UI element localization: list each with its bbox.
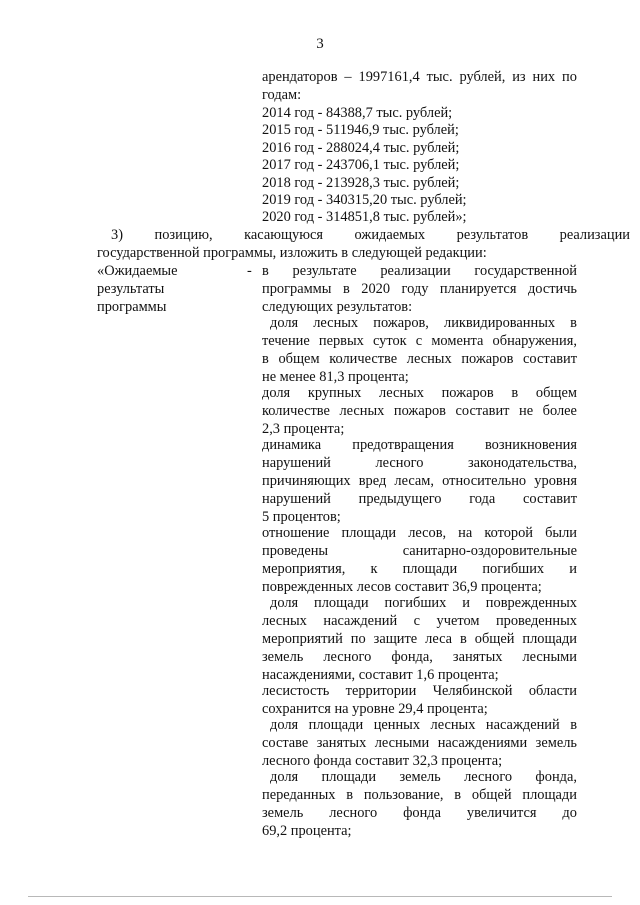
definition-line <box>270 768 577 786</box>
word: причиняющих <box>262 473 351 489</box>
word: фонда <box>403 805 442 821</box>
year-line: 2018 год - 213928,3 тыс. рублей; <box>262 174 460 191</box>
word: количестве <box>329 351 398 367</box>
word: них <box>532 69 556 85</box>
definition-line: 69,2 процента; <box>262 823 352 839</box>
word: программы <box>262 281 332 297</box>
definition-line <box>262 454 577 472</box>
word: лесных <box>379 385 424 401</box>
word: предыдущего <box>358 491 442 507</box>
word: по <box>562 69 577 85</box>
year-line: 2014 год - 84388,7 тыс. рублей; <box>262 105 453 121</box>
word: 3) <box>111 227 123 243</box>
word: доля <box>262 385 291 401</box>
year-line: 2016 год - 288024,4 тыс. рублей; <box>262 139 460 156</box>
word: нарушений <box>262 455 331 471</box>
word: площади <box>402 561 458 577</box>
word: достичь <box>527 281 577 297</box>
word: фонда, <box>535 769 577 785</box>
word: касающуюся <box>244 227 324 243</box>
text-line: годам: <box>262 87 302 103</box>
word: рублей, <box>459 69 506 85</box>
word: общей <box>471 787 512 803</box>
word: динамика <box>262 437 322 453</box>
word: лесными <box>374 735 430 751</box>
word: насаждений <box>485 717 560 733</box>
word: в <box>454 787 462 803</box>
word: пожаров <box>441 385 494 401</box>
word: общем <box>535 385 577 401</box>
word: общей <box>474 631 515 647</box>
word: лесного <box>464 769 513 785</box>
definition-line <box>262 436 577 454</box>
word: реализации <box>380 263 451 279</box>
definition-line <box>262 262 577 280</box>
word: по <box>350 631 366 647</box>
word: ценных <box>373 717 421 733</box>
word: поврежденных <box>485 595 577 611</box>
word: году <box>401 281 429 297</box>
word: доля <box>270 717 299 733</box>
definition-line: следующих результатов: <box>262 299 413 315</box>
word: 2020 <box>361 281 391 297</box>
term-line: результаты <box>97 281 165 297</box>
definition-line: не менее 81,3 процента; <box>262 369 409 385</box>
definition-line <box>262 472 577 490</box>
word: пользование, <box>363 787 444 803</box>
definition-line <box>262 542 577 560</box>
word: земель <box>399 769 441 785</box>
word: защите <box>373 631 418 647</box>
word: ликвидированных <box>444 315 556 331</box>
word: пожаров, <box>373 315 429 331</box>
word: в <box>511 385 519 401</box>
word: санитарно-оздоровительные <box>402 543 577 559</box>
word: из <box>512 69 526 85</box>
definition-line <box>262 490 577 508</box>
word: не <box>519 403 534 419</box>
term-line: «Ожидаемые <box>97 263 178 279</box>
word: площади <box>314 595 369 611</box>
word: в <box>262 263 269 279</box>
word: лесам, <box>394 473 435 489</box>
definition-line: сохранится на уровне 29,4 процента; <box>262 701 488 717</box>
definition-line <box>270 594 577 612</box>
word: более <box>542 403 577 419</box>
word: пожаров <box>461 351 514 367</box>
definition-line <box>262 804 577 822</box>
word: фонда, <box>391 649 433 665</box>
word: года <box>469 491 496 507</box>
word: проведенных <box>495 613 577 629</box>
word: насаждений <box>323 613 398 629</box>
word: лесных <box>262 613 307 629</box>
page-number: 3 <box>316 36 324 52</box>
definition-line <box>262 350 577 368</box>
word: составе <box>262 735 309 751</box>
word: до <box>562 805 577 821</box>
definition-line <box>262 384 577 402</box>
definition-line <box>262 648 577 666</box>
word: нарушений <box>262 491 331 507</box>
word: в <box>570 315 577 331</box>
word: пожаров <box>393 403 446 419</box>
word: с <box>413 613 421 629</box>
word: возникновения <box>484 437 577 453</box>
year-line: 2019 год - 340315,20 тыс. рублей; <box>262 192 467 208</box>
word: в <box>346 787 354 803</box>
word: лесных <box>339 403 385 419</box>
word: вред <box>358 473 387 489</box>
word: относительно <box>442 473 527 489</box>
word: Челябинской <box>432 683 513 699</box>
text-line <box>262 68 577 86</box>
word: арендаторов <box>262 69 338 85</box>
word: к <box>370 561 378 577</box>
word: доля <box>270 315 299 331</box>
word: лесными <box>522 649 577 665</box>
word: 1997161,4 <box>358 69 420 85</box>
word: в <box>342 281 350 297</box>
word: момента <box>431 333 484 349</box>
word: первых <box>318 333 364 349</box>
word: обнаружения, <box>492 333 577 349</box>
word: площади <box>341 525 397 541</box>
word: предотвращения <box>352 437 454 453</box>
word: площади <box>522 787 577 803</box>
definition-line: 2,3 процента; <box>262 421 345 437</box>
word: занятых <box>452 649 503 665</box>
word: которой <box>484 525 533 541</box>
definition-line <box>262 734 577 752</box>
word: на <box>458 525 473 541</box>
word: лесных <box>313 315 359 331</box>
word: общем <box>278 351 320 367</box>
word: реализации <box>559 227 630 243</box>
definition-line <box>262 612 577 630</box>
term-line: программы <box>97 299 167 315</box>
word: результатов <box>456 227 529 243</box>
word: тыс. <box>426 69 453 85</box>
word: – <box>344 69 352 85</box>
text-line: государственной программы, изложить в следующей редакции: <box>97 245 487 261</box>
word: земель <box>535 735 577 751</box>
word: государственной <box>474 263 577 279</box>
word: погибших <box>482 561 545 577</box>
word: в <box>570 717 577 733</box>
word: суток <box>372 333 407 349</box>
word: в <box>262 351 269 367</box>
word: в <box>460 631 467 647</box>
definition-line: насаждениями, составит 1,6 процента; <box>262 667 499 683</box>
word: составит <box>523 491 577 507</box>
definition-line: 5 процентов; <box>262 509 341 525</box>
word: погибших <box>384 595 447 611</box>
word: лесов, <box>408 525 447 541</box>
word: лесного <box>375 455 424 471</box>
year-line: 2017 год - 243706,1 тыс. рублей; <box>262 157 460 174</box>
year-line: 2015 год - 511946,9 тыс. рублей; <box>262 122 459 139</box>
definition-line <box>262 402 577 420</box>
word: лесных <box>406 351 452 367</box>
word: доля <box>270 769 299 785</box>
definition-line <box>262 786 577 804</box>
word: переданных <box>262 787 336 803</box>
word: леса <box>425 631 453 647</box>
word: земель <box>262 649 304 665</box>
word: уровня <box>534 473 577 489</box>
word: и <box>569 561 577 577</box>
word: области <box>528 683 577 699</box>
word: и <box>462 595 470 611</box>
definition-line: поврежденных лесов составит 36,9 процента; <box>262 579 542 595</box>
word: отношение <box>262 525 330 541</box>
definition-line <box>262 630 577 648</box>
word: количестве <box>262 403 330 419</box>
word: планируется <box>439 281 517 297</box>
word: площади <box>308 717 364 733</box>
word: составит <box>455 403 510 419</box>
word: территории <box>345 683 417 699</box>
word: составит <box>523 351 577 367</box>
definition-line <box>262 524 577 542</box>
word: проведены <box>262 543 329 559</box>
word: учетом <box>436 613 480 629</box>
definition-line <box>262 682 577 700</box>
word: крупных <box>307 385 362 401</box>
year-line: 2020 год - 314851,8 тыс. рублей»; <box>262 209 467 226</box>
word: ожидаемых <box>354 227 426 243</box>
word: с <box>415 333 423 349</box>
word: лесистость <box>262 683 330 699</box>
definition-line <box>262 280 577 298</box>
definition-line <box>262 560 577 578</box>
word: доля <box>270 595 299 611</box>
word: лесного <box>329 805 378 821</box>
word: были <box>545 525 577 541</box>
word: увеличится <box>466 805 537 821</box>
word: мероприятия, <box>262 561 346 577</box>
word: результате <box>292 263 357 279</box>
term-dash: - <box>247 263 252 279</box>
word: позицию, <box>154 227 213 243</box>
word: лесного <box>323 649 372 665</box>
word: земель <box>262 805 304 821</box>
bottom-rule <box>28 896 612 897</box>
definition-line: лесного фонда составит 32,3 процента; <box>262 753 503 769</box>
word: течение <box>262 333 310 349</box>
definition-line <box>262 332 577 350</box>
definition-line <box>270 716 577 734</box>
word: мероприятий <box>262 631 343 647</box>
word: площади <box>321 769 377 785</box>
definition-line <box>270 314 577 332</box>
word: законодательства, <box>467 455 577 471</box>
word: занятых <box>316 735 367 751</box>
word: насаждениями <box>437 735 528 751</box>
word: лесных <box>430 717 476 733</box>
word: площади <box>522 631 577 647</box>
text-line <box>111 226 630 244</box>
